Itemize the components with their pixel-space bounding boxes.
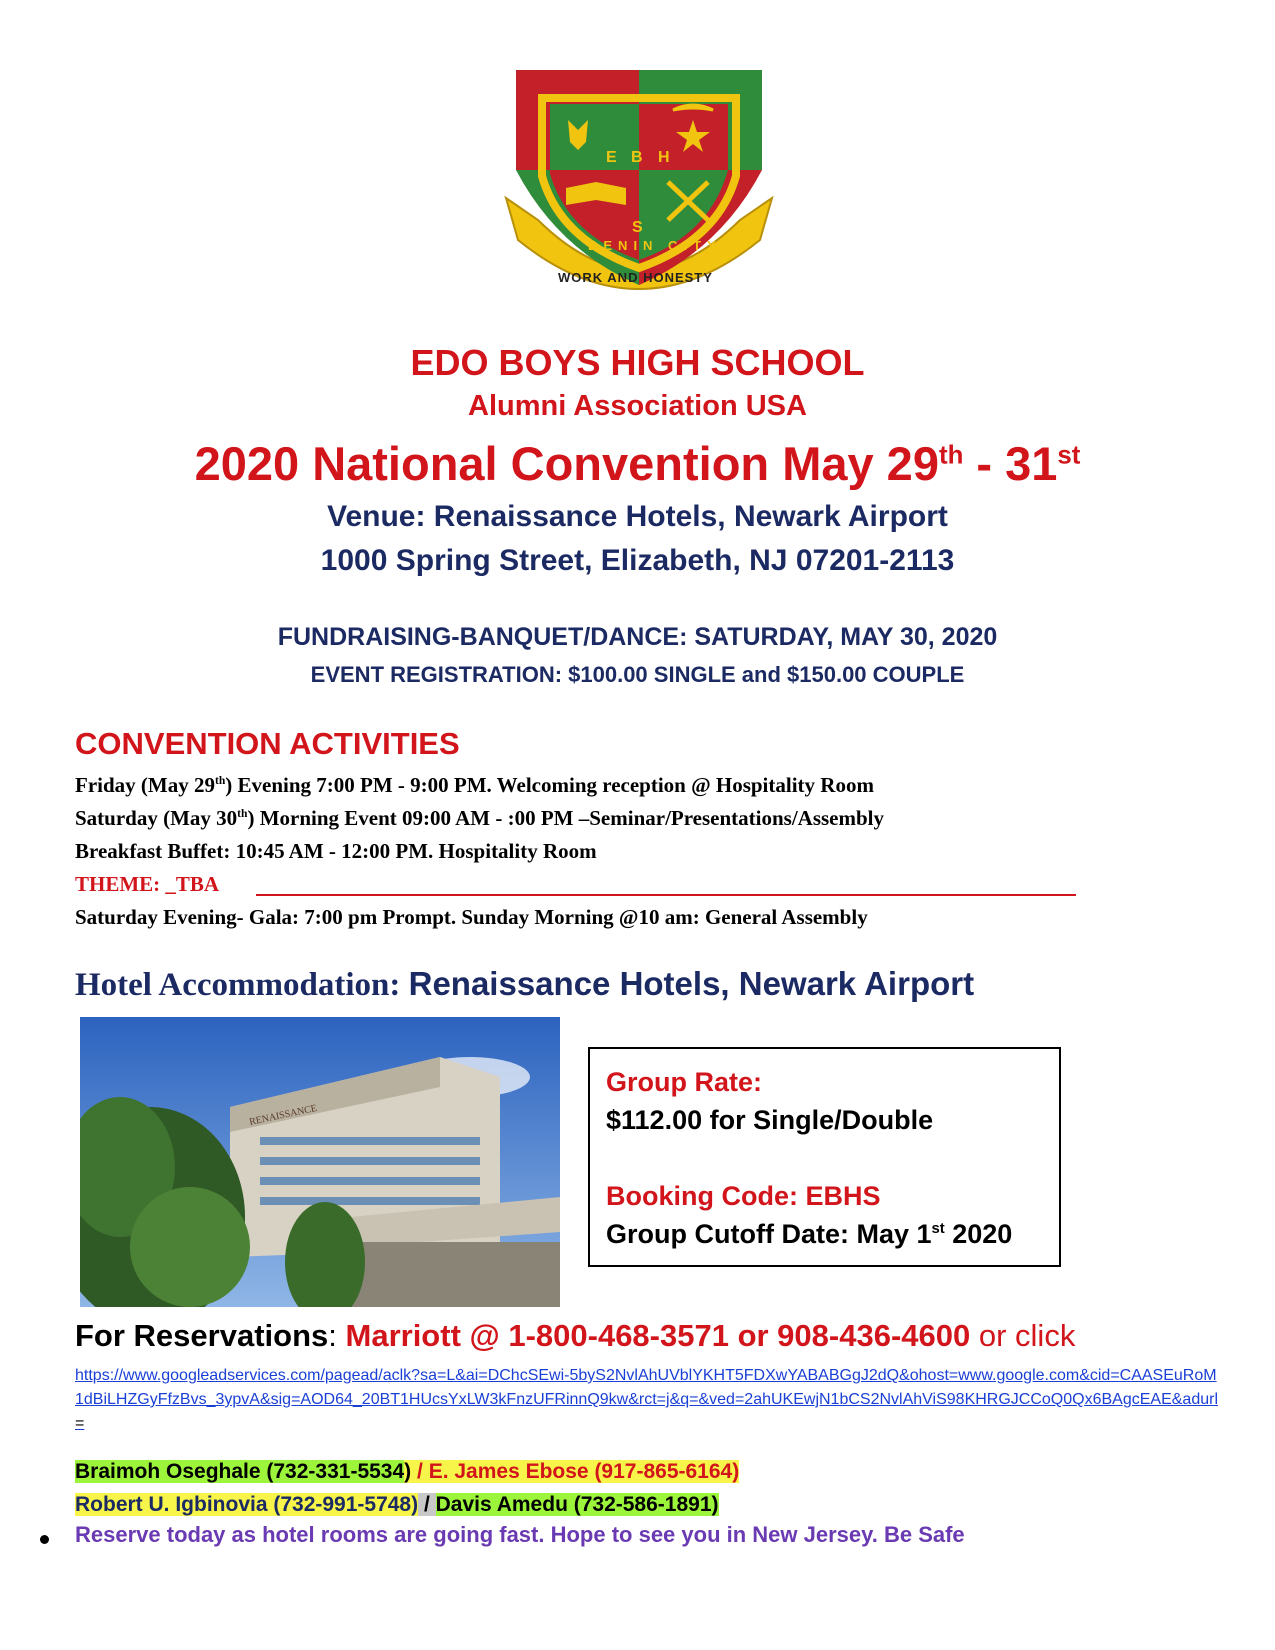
convention-title-main: 2020 National Convention May 29 (194, 437, 939, 490)
crest-letter-e: E (606, 149, 617, 166)
group-cutoff (606, 1215, 1043, 1253)
hotel-photo (80, 1017, 560, 1307)
theme-underline (256, 894, 1076, 896)
convention-sup-st: st (1057, 441, 1081, 470)
contact-line-2 (75, 1493, 719, 1517)
contact-sep-1: / (411, 1460, 429, 1483)
crest-motto: WORK AND HONESTY (558, 270, 713, 285)
cutoff-sup: st (931, 1221, 945, 1237)
bullet-dot (40, 1535, 49, 1544)
reservations-label: For Reservations (75, 1318, 329, 1353)
contact-braimoh (75, 1460, 404, 1483)
saturday-pre: Saturday (May 30 (75, 806, 238, 830)
reservations-click: or click (970, 1318, 1076, 1353)
cutoff-pre: Group Cutoff Date: May 1 (606, 1219, 932, 1249)
contact-line-1 (75, 1460, 739, 1484)
activity-theme: THEME: _TBA (75, 872, 220, 896)
convention-title-mid: - 31 (963, 437, 1058, 490)
booking-code: Booking Code: EBHS (606, 1181, 881, 1211)
association-name: Alumni Association USA (468, 390, 807, 422)
school-name: EDO BOYS HIGH SCHOOL (410, 342, 865, 383)
crest-letter-s: S (632, 219, 643, 236)
reservation-url[interactable]: https://www.googleadservices.com/pagead/aclk?sa=L&ai=DChcSEwi-5byS2NvlAhUVblYKHT5FDXwYABABGgJ2dQ&ohost=www.google.com&cid=CAASEuRoM1dBiLHZGyFfzBvs_3ypvA&sig=AOD64_20BT1HUcsYxLW3kFnzUFRinnQ9kw&rct=j&q=&ved=2ahUKEwjN1bCS2NvlAhViS98KHRGJCCoQ0Qx6BAgcEAE&adurl (75, 1367, 1218, 1408)
hotel-heading (75, 965, 974, 1004)
school-crest-logo (498, 70, 780, 310)
contact-braimoh-text: Braimoh Oseghale (732-331-5534 (75, 1460, 405, 1483)
hotel-sign: RENAISSANCE (248, 1102, 319, 1128)
activity-breakfast: Breakfast Buffet: 10:45 AM - 12:00 PM. Hospitality Room (75, 839, 597, 863)
reservation-link[interactable] (75, 1364, 1225, 1436)
group-rate-label: Group Rate: (606, 1067, 763, 1097)
friday-sup: th (214, 775, 226, 787)
reservations-phones: Marriott @ 1-800-468-3571 or 908-436-4600 (345, 1318, 971, 1353)
hotel-heading-name: Renaissance Hotels, Newark Airport (408, 965, 975, 1002)
contact-igbinovia: Robert U. Igbinovia (732-991-5748) (75, 1493, 419, 1516)
activity-friday (75, 773, 874, 798)
contact-amedu: Davis Amedu (732-586-1891) (435, 1493, 719, 1516)
rate-box-spacer (606, 1139, 1043, 1177)
contact-sep-2: / (418, 1493, 436, 1516)
friday-pre: Friday (May 29 (75, 773, 215, 797)
group-rate-box (588, 1047, 1061, 1267)
fundraising-banquet: FUNDRAISING-BANQUET/DANCE: SATURDAY, MAY 30, 2020 (277, 623, 998, 651)
address: 1000 Spring Street, Elizabeth, NJ 07201-2113 (320, 544, 955, 577)
event-registration: EVENT REGISTRATION: $100.00 SINGLE and $150.00 COUPLE (310, 662, 965, 687)
hotel-heading-label: Hotel Accommodation: (75, 967, 409, 1003)
closing-message: Reserve today as hotel rooms are going fast. Hope to see you in New Jersey. Be Safe (75, 1522, 965, 1547)
contact-braimoh-close: ) (404, 1460, 412, 1483)
crest-letter-h: H (658, 149, 670, 166)
activities-heading: CONVENTION ACTIVITIES (75, 726, 460, 761)
contact-ebose: E. James Ebose (917-865-6164) (428, 1460, 740, 1483)
crest-city: BENIN CITY (588, 238, 722, 253)
reservations-colon: : (328, 1318, 346, 1353)
convention-title (0, 436, 1275, 491)
friday-post: ) Evening 7:00 PM - 9:00 PM. Welcoming reception @ Hospitality Room (225, 773, 874, 797)
group-rate-value: $112.00 for Single/Double (606, 1105, 934, 1135)
reservations-line (75, 1318, 1075, 1354)
venue: Venue: Renaissance Hotels, Newark Airport (327, 500, 948, 533)
cutoff-post: 2020 (944, 1219, 1013, 1249)
activity-gala: Saturday Evening- Gala: 7:00 pm Prompt. Sunday Morning @10 am: General Assembly (75, 905, 868, 929)
activity-saturday (75, 806, 884, 831)
crest-letter-b: B (631, 149, 643, 166)
reservation-url-suffix: = (75, 1415, 85, 1432)
convention-sup-th: th (938, 441, 964, 470)
saturday-sup: th (237, 808, 248, 820)
saturday-post: ) Morning Event 09:00 AM - :00 PM –Seminar/Presentations/Assembly (247, 806, 885, 830)
